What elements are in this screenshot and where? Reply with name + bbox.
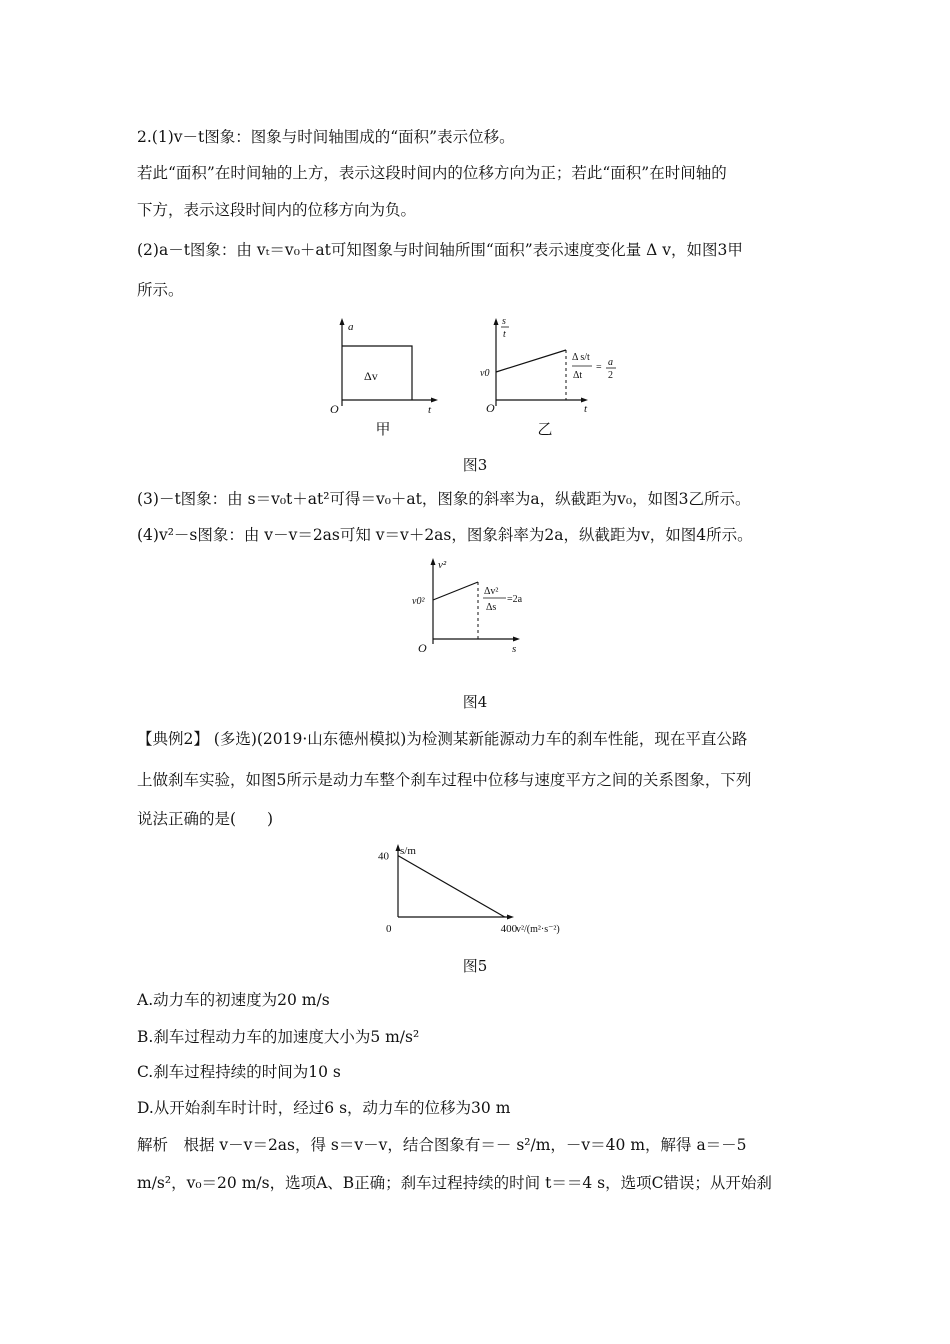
fig3b-origin: O bbox=[486, 401, 495, 415]
fig5-xtick-0: 0 bbox=[386, 923, 392, 935]
fig4-caption: 图4 bbox=[462, 693, 488, 711]
fig3a-xlabel: t bbox=[428, 404, 432, 416]
fig5-xlabel: v²/(m²·s⁻²) bbox=[516, 924, 560, 935]
option-d: D.从开始刹车时计时，经过6 s，动力车的位移为30 m bbox=[137, 1099, 511, 1117]
fig3b-slope-num: Δ s/t bbox=[572, 352, 590, 363]
fig3-yi-caption: 乙 bbox=[537, 420, 553, 438]
fig4-intercept: v0² bbox=[412, 596, 425, 607]
fig3b-a-num: a bbox=[608, 357, 613, 368]
fig3b-intercept: v0 bbox=[480, 368, 490, 379]
text-line-7: (4)v²－s图象：由 v－v＝2as可知 v＝v＋2as，图象斜率为2a，纵截距为v，如图4所示。 bbox=[137, 526, 753, 544]
fig3b-xlabel: t bbox=[584, 403, 588, 415]
fig4-xlabel: s bbox=[512, 643, 517, 655]
fig5-ytick-40: 40 bbox=[378, 850, 389, 863]
fig5-series-line bbox=[398, 856, 505, 917]
text-line-10: 说法正确的是( ) bbox=[137, 810, 274, 828]
figure-4 bbox=[412, 552, 552, 657]
text-line-1: 2.(1)v－t图象：图象与时间轴围成的“面积”表示位移。 bbox=[137, 128, 515, 146]
analysis-line-1: 解析 根据 v－v＝2as，得 s＝v－v，结合图象有＝－ s²/m，－v＝40 m，解得 a＝－5 bbox=[137, 1136, 747, 1154]
fig5-caption: 图5 bbox=[462, 957, 488, 975]
fig3-caption: 图3 bbox=[462, 456, 488, 474]
fig5-ylabel: s/m bbox=[400, 845, 416, 857]
fig3b-eq: = bbox=[596, 362, 602, 373]
analysis-line-2: m/s²，v₀＝20 m/s，选项A、B正确；刹车过程持续的时间 t＝＝4 s，选项C错误；从开始刹 bbox=[137, 1174, 772, 1192]
figure-5-chart bbox=[370, 842, 580, 942]
text-line-2: 若此“面积”在时间轴的上方，表示这段时间内的位移方向为正；若此“面积”在时间轴的 bbox=[137, 164, 727, 182]
fig4-slope-den: Δs bbox=[486, 602, 497, 613]
text-line-6: (3)－t图象：由 s＝v₀t＋at²可得＝v₀＋at，图象的斜率为a，纵截距为v₀，如图3乙所示。 bbox=[137, 490, 751, 508]
fig3b-ylabel-num: s bbox=[502, 316, 506, 327]
figure-3-yi bbox=[478, 316, 628, 416]
fig3b-slope-den: Δt bbox=[573, 370, 583, 381]
fig4-origin: O bbox=[418, 641, 427, 655]
fig4-slope-num: Δv² bbox=[484, 586, 499, 597]
fig4-ylabel: v² bbox=[438, 559, 447, 571]
fig3b-ylabel-den: t bbox=[503, 329, 506, 340]
option-a: A.动力车的初速度为20 m/s bbox=[137, 991, 330, 1009]
fig5-xtick-400: 400 bbox=[500, 923, 518, 935]
text-line-8: 【典例2】 (多选)(2019·山东德州模拟)为检测某新能源动力车的刹车性能，现在平直公路 bbox=[137, 730, 748, 748]
fig3a-ylabel: a bbox=[348, 321, 354, 333]
text-line-3: 下方，表示这段时间内的位移方向为负。 bbox=[137, 201, 417, 219]
fig3-jia-caption: 甲 bbox=[375, 420, 391, 438]
figure-3-jia bbox=[320, 318, 440, 418]
text-line-5: 所示。 bbox=[137, 281, 184, 299]
text-line-4: (2)a－t图象：由 vₜ＝v₀＋at可知图象与时间轴所围“面积”表示速度变化量 Δ v，如图3甲 bbox=[137, 241, 743, 259]
fig3a-origin: O bbox=[330, 402, 339, 416]
text-line-9: 上做刹车实验，如图5所示是动力车整个刹车过程中位移与速度平方之间的关系图象，下列 bbox=[137, 771, 752, 789]
fig3b-a-den: 2 bbox=[608, 370, 613, 381]
fig4-slope-val: =2a bbox=[507, 594, 523, 605]
fig3a-area-label: Δv bbox=[364, 369, 378, 383]
option-c: C.刹车过程持续的时间为10 s bbox=[137, 1063, 341, 1081]
option-b: B.刹车过程动力车的加速度大小为5 m/s² bbox=[137, 1028, 420, 1046]
